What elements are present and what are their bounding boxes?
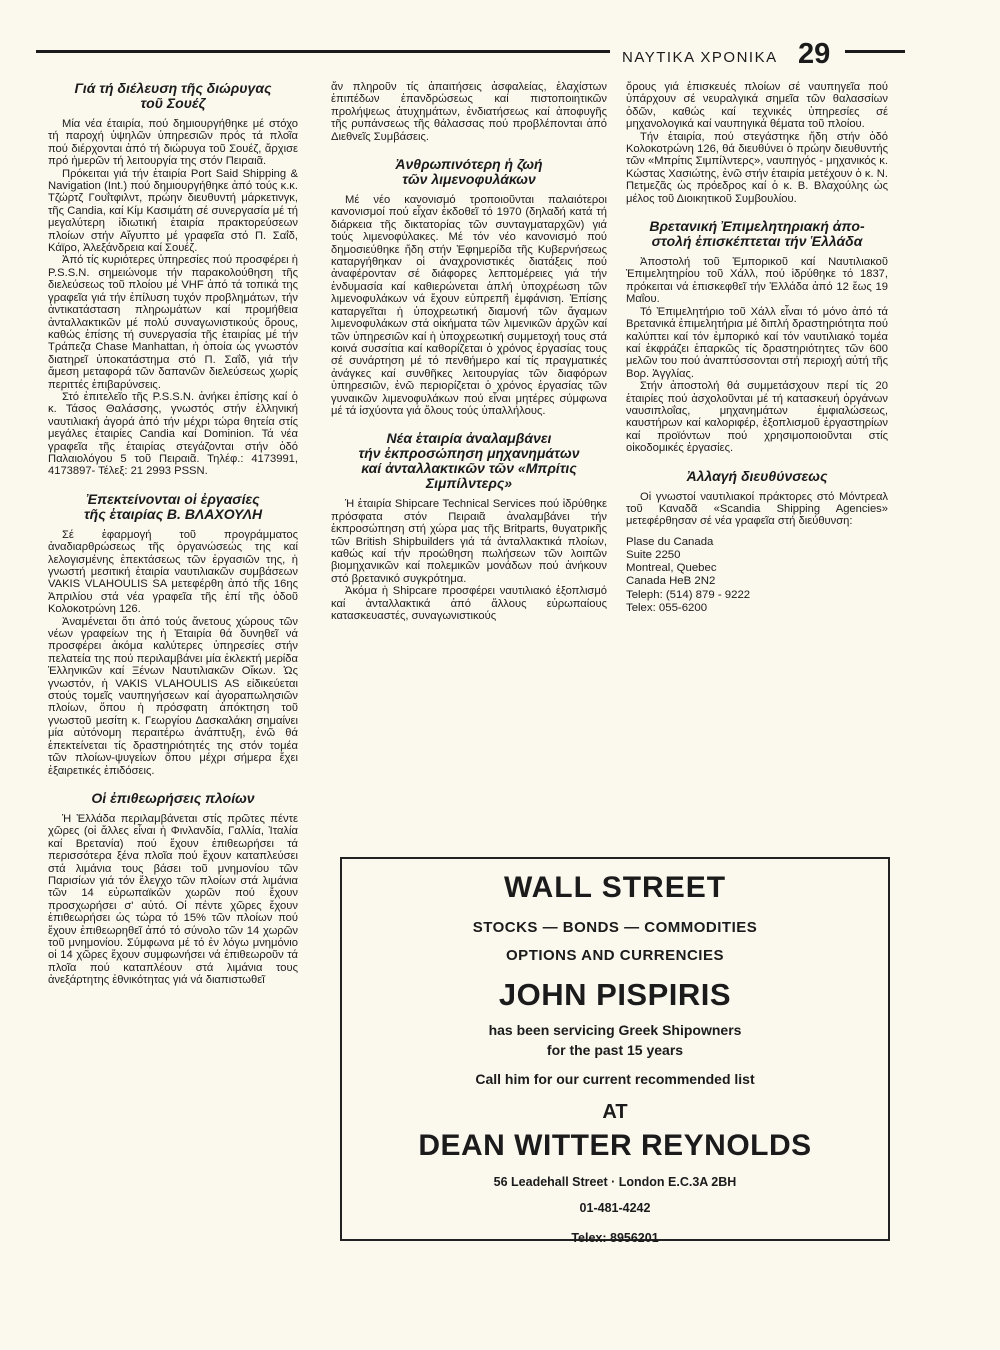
headline-line: Γιά τή διέλευση τῆς διώρυγας (74, 81, 272, 96)
headline-shipcare (331, 431, 607, 491)
paragraph: Σέ ἐφαρμογή τοῦ προγράμματος ἀναδιαρθρώσεως τῆς ὀργανώσεώς της καί λελογισμένης ἐπεκτάσεως τῶν ἐργασιῶν της, ἡ γνωστή μεσιτική ἑταιρία ναυτιλιακῶν συμβάσεων VAKIS VLAHOULIS SA μετεφέρθη ἀπό τῆς 16ης Ἀπριλίου στά νέα γραφεῖα τῆς ἐπί τῆς ὁδοῦ Κολοκοτρώνη 126. (48, 528, 298, 616)
paragraph-continued: ἄν πληροῦν τίς ἀπαιτήσεις ἀσφαλείας, ἐλαχίστων ἐπιπέδων ἐπανδρώσεως καί πιστοποιητικῶν προλήψεως ἀτυχημάτων, ἐνδιατήσεως καί ἀποφυγῆς τῆς ρυπάνσεως τῆς θάλασσας πού προβλέπονται ἀπό Διεθνεῖς Συμβάσεις. (331, 81, 607, 143)
address-line: Suite 2250 (626, 548, 681, 561)
ad-phone: 01-481-4242 (579, 1201, 651, 1215)
paragraph: Πρόκειται γιά τήν ἑταιρία Port Said Shipping & Navigation (Int.) πού δημιουργήθηκε ἀπό τούς κ.κ. Τζώρτζ Γουΐτφιλντ, πρώην διευθυντή μάρκετινγκ, τῆς Candia, καί Κίμ Κασιμάτη σέ συνεργασία μέ τή μεγαλύτερη ἰδιωτική ἑταιρία πρακτορεύσεων πλοίων στήν Αἴγυπτο μέ γραφεῖα στό Π. Σαΐδ, Κάϊρο, Ἀλεξάνδρεια καί Σουέζ. (48, 167, 298, 255)
paragraph: Στό ἐπιτελεῖο τῆς P.S.S.N. ἀνήκει ἐπίσης καί ὁ κ. Τάσος Θαλάσσης, γνωστός στήν ἑλληνική ναυτιλιακή ἀγορά ἀπό τήν μέχρι τώρα θητεία στίς μεγάλες ἑταιρίες Candia καί Dominion. Τά νέα γραφεῖα τῆς ἑταιρίας στεγάζονται στήν ὁδό Παλαιολόγου 5 τοῦ Πειραιᾶ. Τηλέφ.: 4173991, 4173897- Τέλεξ: 21 2993 PSSN. (48, 390, 298, 478)
ad-description: for the past 15 years (546, 1042, 684, 1058)
header-rule-right (845, 50, 905, 53)
paragraph: Οἱ γνωστοί ναυτιλιακοί πράκτορες στό Μόντρεαλ τοῦ Καναδᾶ «Scandia Shipping Agencies» μετεφέρθησαν σέ νέα γραφεῖα στή διεύθυνση: (626, 490, 888, 528)
ad-telex: Telex: 8956201 (571, 1231, 659, 1245)
paragraph: Μία νέα έταιρία, πού δημιουργήθηκε μέ στόχο τή παροχή ὑψηλῶν ὑπηρεσιῶν πρός τά πλοῖα πού διέρχονται ἀπό τή διώρυγα τοῦ Σουέζ, ἄρχισε πρό ἡμερῶν τή λειτουργία της στόν Πειραιᾶ. (48, 118, 298, 168)
headline-suez (48, 81, 298, 111)
header-rule-left (36, 50, 610, 53)
ad-line: STOCKS — BONDS — COMMODITIES (472, 919, 758, 936)
ad-firm-name: DEAN WITTER REYNOLDS (418, 1129, 812, 1162)
article-coastguard (331, 157, 607, 417)
headline-line: στολή ἐπισκέπτεται τήν Ἑλλάδα (651, 233, 863, 250)
paragraph: Ἀπό τίς κυριότερες ὑπηρεσίες πού προσφέρει ἡ P.S.S.N. σημειώνομε τήν παρακολούθηση τῆς διελεύσεως τοῦ πλοίου μέ VHF ἀπό τά τοπικά της γραφεῖα γιά τήν ἐπίλυση τυχόν προβλημάτων, τήν ἀντικατάσταση πληρωμάτων καί προμήθεια ἀνταλλακτικῶν μέ πολύ συναγωνιστικούς ὅρους, καθώς ἐπίσης τή συνεργασία τῆς ἑταιρίας μέ τήν Τράπεζα Chase Manhattan, ἡ ὁποία ὡς γνωστόν διατηρεῖ ὑποκατάστημα στό Π. Σαΐδ, γιά τήν ἄμεση μεταφορά τῶν δαπανῶν διελεύσεως χωρίς περιττές ἐπιβαρύνσεις. (48, 254, 298, 391)
article-address-change (626, 469, 888, 615)
headline-line: Σιμπίλντερς» (425, 475, 513, 492)
article-vlachou (48, 492, 298, 777)
address-line: Teleph: (514) 879 - 9222 (626, 588, 751, 601)
headline-line: Ἀνθρωπινότερη ἡ ζωή (395, 156, 543, 173)
article-shipcare (331, 431, 607, 622)
paragraph: Ἀναμένεται ὅτι ἀπό τούς ἄνετους χώρους τῶν νέων γραφείων της ἡ Ἐταιρία θά δυνηθεῖ νά προσφέρει ἀκόμα καλύτερες ὑπηρεσίες στήν πελατεία της πού περιλαμβάνει μία ἐκλεκτή μερίδα Ἑλληνικῶν καί Ξένων Ναυτιλιακῶν Οἴκων. Ὡς γνωστόν, ἡ VAKIS VLAHOULIS AS εἰδικεύεται στούς τομεῖς ναυπηγήσεων καί ἀγοραπωλησιῶν πλοίων, ὅπου ἡ πρόσφατη ἀπόκτηση τοῦ γνωστοῦ μεσίτη κ. Γεωργίου Δασκαλάκη σημαίνει μία αὐτόνομη περαιτέρω ἀνάπτυξη, ἐνῶ θά ἐπεκτείνεται τίς δραστηριότητές της στόν τομέα τῶν πλοίων-ψυγείων ὅπου μέχρι σήμερα ἔχει ἐξαιρετικές ἐπιδόσεις. (48, 615, 298, 777)
ad-description: has been servicing Greek Shipowners (488, 1022, 742, 1038)
paragraph: Ἀκόμα ἡ Shipcare προσφέρει ναυτιλιακό ἐξοπλισμό καί ἀνταλλακτικά ἀπό ἄλλους εὐρωπαίους κατασκευαστές, συναγωνιστικούς (331, 585, 607, 622)
ad-address: 56 Leadehall Street · London E.C.3A 2BH (493, 1175, 737, 1189)
article-inspections (48, 791, 298, 987)
address-line: Montreal, Quebec (626, 562, 717, 575)
paragraph: Στήν ἀποστολή θά συμμετάσχουν περί τίς 20 ἑταιρίες πού ἀσχολοῦνται μέ τή κατασκευή ὀργάνων ναυσιπλοΐας, μηχανημάτων ἐμφιαλώσεως, καυστήρων καί καλοριφέρ, ἐξοπλισμοῦ ἐργαστηρίων καί προϊόντων πού χρησιμοποιοῦνται στίς οἰκοδομικές ἐργασίες. (626, 380, 888, 455)
headline-address-change: Ἀλλαγή διευθύνσεως (686, 467, 828, 484)
column-2 (331, 81, 607, 851)
column-3 (626, 81, 888, 851)
paragraph: Τήν ἑταιρία, πού στεγάστηκε ἤδη στήν ὁδό Κολοκοτρώνη 126, θά διευθύνει ὁ πρώην διευθυντής τῶν «Μπρίτις Σιμπίλντερς», ναυπηγός - μηχανικός κ. Κώστας Χασιώτης, ἐνῶ στήν ἑταιρία μετέχουν ὁ κ. Ν. Πετμεζᾶς ὡς πρόεδρος καί ὁ κ. Β. Βλαχούλης ὡς μέλος τοῦ Διοικητικοῦ Συμβουλίου. (626, 130, 888, 205)
headline-line: Βρετανική Ἐπιμελητηριακή ἀπο- (649, 218, 865, 235)
headline-mission (626, 219, 888, 249)
headline-line: τῆς ἑταιρίας Β. ΒΛΑΧΟΥΛΗ (83, 505, 263, 522)
paragraph-continued: ὅρους γιά ἐπισκευές πλοίων σέ ναυπηγεῖα πού ὑπάρχουν σέ νευραλγικά σημεῖα τῶν θαλασσίων ὁδῶν, καθώς καί τεχνικές ὑπηρεσίες σέ μηχανολογικά καί ναυπηγικά θέματα τοῦ πλοίου. (626, 81, 888, 131)
ad-call-to-action: Call him for our current recommended list (475, 1071, 755, 1087)
headline-line: καί ἀνταλλακτικῶν τῶν «Μπρίτις (361, 460, 577, 477)
ad-at: AT (602, 1101, 628, 1123)
address-line: Plase du Canada (626, 535, 714, 548)
ad-title: WALL STREET (503, 871, 727, 904)
headline-coastguard (331, 157, 607, 187)
headline-line: Ἐπεκτείνονται οἱ ἐργασίες (86, 490, 260, 507)
paragraph: Μέ νέο κανονισμό τροποιοῦνται παλαιότεροι κανονισμοί πού εἶχαν ἐκδοθεῖ τό 1970 (δηλαδή κατά τή διάρκεια τῆς δικτατορίας τῶν συνταγματαρχῶν) γιά τούς λιμενοφύλακες. Μέ τόν νέο κανονισμό πού δημοσιεύθηκε ἤδη στήν Ἐφημερίδα τῆς Κυβερνήσεως καταργήθηκαν οἱ ἀναχρονιστικές διατάξεις πού ἀναφέρονταν σέ διάφορες λεπτομέρειες γιά τήν ἐνδυμασία καί καθιερώνεται ἁπλή ὑποχρέωση τῶν λιμενοφυλάκων νά ἔχουν εὐπρεπῆ ἐμφάνιση. Ἐπίσης καταργεῖται ἡ ὑποχρεωτική διαμονή τῶν ἄγαμων λιμενοφυλάκων στά οἰκήματα τῶν λιμενικῶν ἀρχῶν καί τῶν ὑπηρεσιῶν καί ἡ ὑποχρεωτική συμμετοχή τους στά κοινά συσσίτια καί καθορίζεται ὁ χρόνος ἐργασίας τους σέ συνάρτηση μέ τό πενθήμερο καί τίς πραγματικές ἀνάγκες καί συνθῆκες λειτουργίας τῶν διαφόρων ὑπηρεσιῶν, ἐνῶ περιορίζεται ὁ χρόνος ἐργασίας τῶν γυναικῶν λιμενοφυλάκων πού εἶναι μητέρες σύμφωνα μέ τά ἰσχύοντα γιά ὅλους τούς ὑπαλλήλους. (331, 194, 607, 417)
paragraph: Ἀποστολή τοῦ Ἐμπορικοῦ καί Ναυτιλιακοῦ Ἐπιμελητηρίου τοῦ Χάλλ, πού ἱδρύθηκε τό 1837, πρόκειται νά ἐπισκεφθεῖ τήν Ἑλλάδα ἀπό 12 ἕως 19 Μαΐου. (626, 256, 888, 306)
headline-line: τῶν λιμενοφυλάκων (402, 171, 536, 188)
headline-line: τοῦ Σουέζ (140, 95, 206, 111)
address-line: Telex: 055-6200 (626, 601, 708, 614)
column-1 (48, 81, 298, 1341)
headline-line: Νέα ἑταιρία ἀναλαμβάνει (386, 430, 552, 447)
ad-line: OPTIONS AND CURRENCIES (506, 947, 724, 964)
address-line: Canada HeB 2N2 (626, 575, 716, 588)
advertisement-box (340, 857, 890, 1245)
paragraph: Ἡ Ἑλλάδα περιλαμβάνεται στίς πρῶτες πέντε χῶρες (οἱ ἄλλες εἶναι ἡ Φινλανδία, Γαλλία, Ἰταλία καί Βρετανία) πού ἔχουν ἐπιθεωρήσει τά περισσότερα ξένα πλοῖα πού ἔχουν καταπλεύσει στά λιμάνια τους βάσει τοῦ μνημονίου τῶν Παρισίων γιά τόν ἔλεγχο τῶν πλοίων στά λιμάνια τῶν 14 εὐρωπαϊκῶν χωρῶν πού ἔχουν προσχωρήσει σ' αὐτό. Οἱ πέντε χῶρες ἔχουν ἐπιθεωρήσει ὡς τώρα τό 15% τῶν πλοίων πού ἔχουν ἐπιθεωρηθεῖ ἀπό τό σύνολο τῶν 14 χωρῶν τοῦ μνημονίου. Σύμφωνα μέ τό ἐν λόγω μνημόνιο οἱ 14 χῶρες ἔχουν συμφωνήσει νά ἐπιθεωροῦν τά πλοῖα πού καταπλέουν στά λιμάνια τους ἀνεξάρτητης ἐθνικότητας γιά νά διαπιστωθεῖ (48, 812, 298, 987)
article-suez (48, 81, 298, 478)
headline-inspections: Οἱ ἐπιθεωρήσεις πλοίων (91, 789, 255, 806)
paragraph: Ἡ ἑταιρία Shipcare Technical Services πού ἱδρύθηκε πρόσφατα στόν Πειραιᾶ ἀναλαμβάνει τήν ἐκπροσώπηση στή χώρα μας τῆς Britparts, θυγατρικῆς τῶν British Shipbuilders γιά τά ἀνταλλακτικά πλοίων, καθώς καί τήν προώθηση πωλήσεων τῶν λοιπῶν βιομηχανικῶν καί πολεμικῶν μονάδων πού ἀνήκουν στό βρετανικό συγκρότημα. (331, 498, 607, 585)
magazine-title: ΝΑΥΤΙΚΑ ΧΡΟΝΙΚΑ (622, 49, 778, 66)
article-mission (626, 219, 888, 455)
ad-broker-name: JOHN PISPIRIS (498, 977, 732, 1012)
page-number: 29 (798, 38, 831, 70)
address-block (626, 536, 888, 615)
headline-line: τήν ἐκπροσώπηση μηχανημάτων (358, 445, 580, 462)
headline-vlachou (48, 492, 298, 522)
paragraph: Τό Ἐπιμελητήριο τοῦ Χάλλ εἶναι τό μόνο ἀπό τά Βρετανικά ἐπιμελητήρια μέ διπλή δραστηριότητα πού καλύπτει καί τόν ἐμπορικό καί τόν ναυτιλιακό τομέα καί ἐκφράζει ἐπαρκῶς τίς δραστηριότητες τῶν 600 μελῶν του πού ἀναπτύσσονται στή περιοχή αὐτή τῆς Βορ. Ἀγγλίας. (626, 305, 888, 380)
